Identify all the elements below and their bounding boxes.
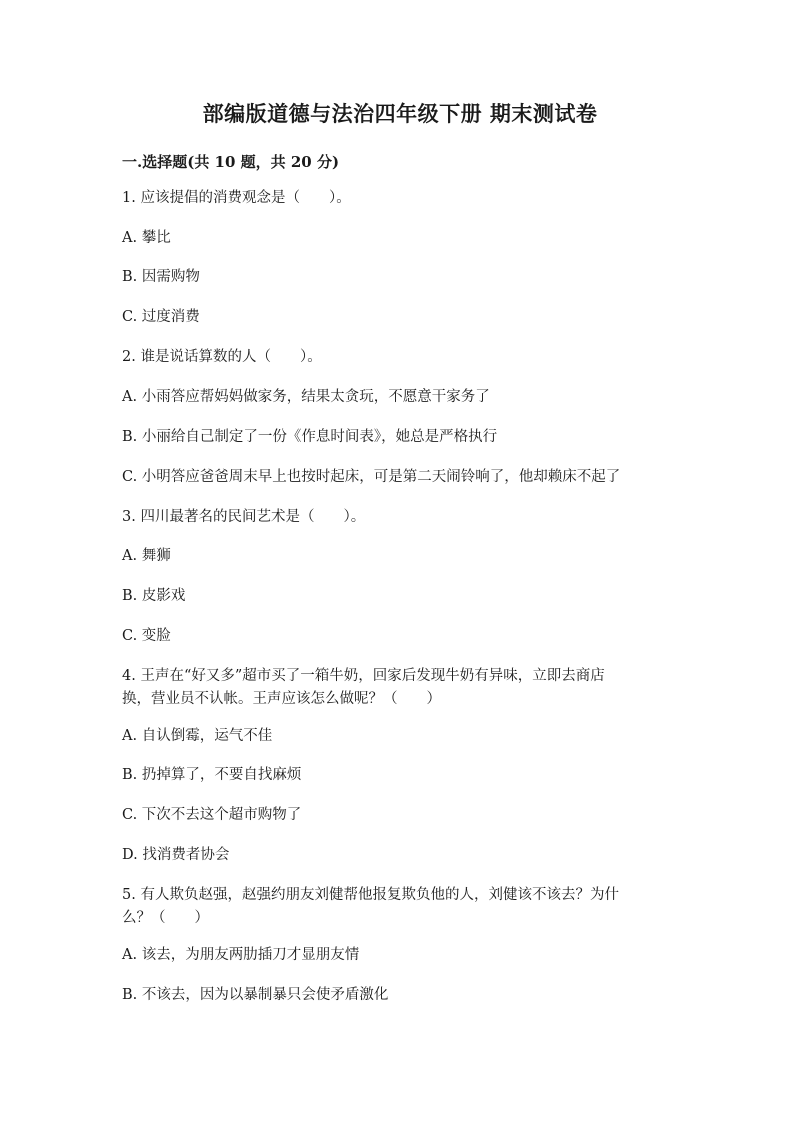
question-5-stem-line-2: 么？（ ） bbox=[122, 910, 209, 926]
question-4-option-d: D. 找消费者协会 bbox=[122, 847, 230, 863]
question-2-stem: 2. 谁是说话算数的人（ ）。 bbox=[122, 349, 322, 365]
section-heading: 一.选择题(共 10 题，共 20 分) bbox=[122, 153, 340, 171]
question-2-option-c: C. 小明答应爸爸周末早上也按时起床，可是第二天闹铃响了，他却赖床不起了 bbox=[122, 469, 621, 485]
page-title: 部编版道德与法治四年级下册 期末测试卷 bbox=[202, 101, 598, 126]
question-4-stem-line-1: 4. 王声在“好又多”超市买了一箱牛奶，回家后发现牛奶有异味，立即去商店 bbox=[122, 668, 605, 684]
question-5-option-a: A. 该去，为朋友两肋插刀才显朋友情 bbox=[122, 947, 360, 963]
question-3-option-c: C. 变脸 bbox=[122, 628, 171, 644]
question-5-option-b: B. 不该去，因为以暴制暴只会使矛盾激化 bbox=[122, 987, 389, 1003]
question-5-stem-line-1: 5. 有人欺负赵强，赵强约朋友刘健帮他报复欺负他的人，刘健该不该去？为什 bbox=[122, 887, 619, 903]
question-3-option-b: B. 皮影戏 bbox=[122, 588, 186, 604]
question-4-option-b: B. 扔掉算了，不要自找麻烦 bbox=[122, 767, 302, 783]
question-2-option-b: B. 小丽给自己制定了一份《作息时间表》，她总是严格执行 bbox=[122, 429, 498, 445]
question-2-option-a: A. 小雨答应帮妈妈做家务，结果太贪玩，不愿意干家务了 bbox=[122, 389, 490, 405]
question-4-option-a: A. 自认倒霉，运气不佳 bbox=[122, 728, 273, 744]
question-1-stem: 1. 应该提倡的消费观念是（ ）。 bbox=[122, 190, 351, 206]
question-4-option-c: C. 下次不去这个超市购物了 bbox=[122, 807, 302, 823]
question-1-option-b: B. 因需购物 bbox=[122, 269, 200, 285]
question-1-option-c: C. 过度消费 bbox=[122, 309, 200, 325]
question-3-stem: 3. 四川最著名的民间艺术是（ ）。 bbox=[122, 509, 366, 525]
question-1-option-a: A. 攀比 bbox=[122, 230, 171, 246]
question-4-stem-line-2: 换，营业员不认帐。王声应该怎么做呢？（ ） bbox=[122, 691, 441, 707]
question-3-option-a: A. 舞狮 bbox=[122, 548, 171, 564]
